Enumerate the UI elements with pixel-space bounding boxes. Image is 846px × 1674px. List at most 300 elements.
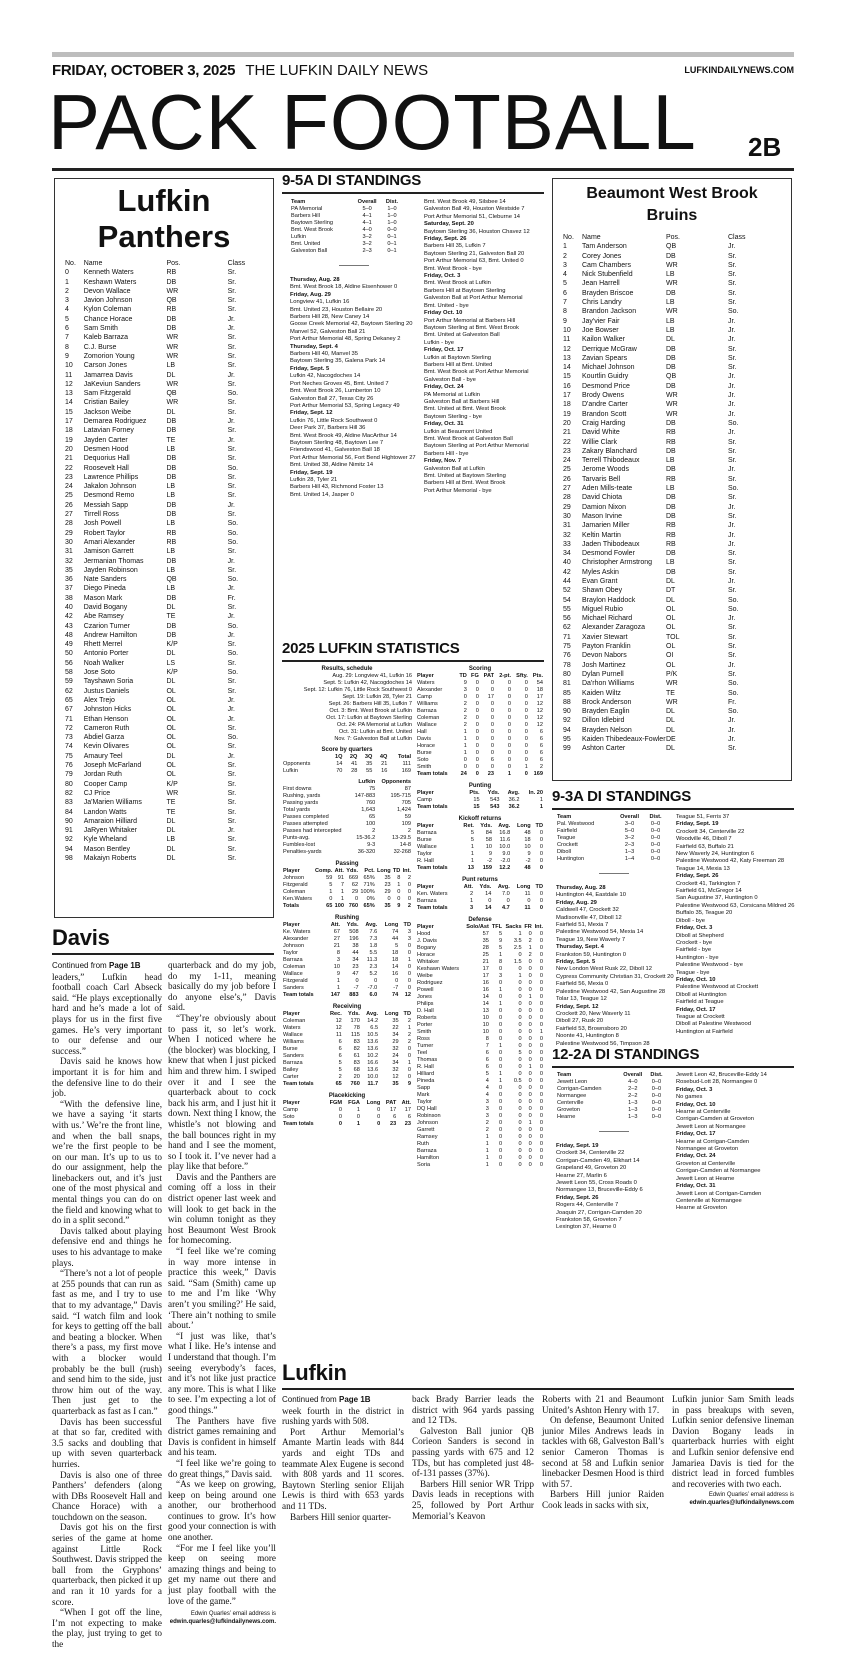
- stats-cell: 0: [507, 694, 511, 700]
- stats-cell: 0: [490, 715, 495, 721]
- stats-total-cell: Team totals: [283, 1121, 314, 1127]
- roster-cell: DL: [166, 827, 176, 835]
- roster-cell: 98: [65, 855, 73, 862]
- roster-cell: 1: [65, 278, 69, 286]
- roster-cell: DB: [666, 447, 676, 455]
- roster-row: [563, 447, 785, 456]
- schedule-game: Palestine Westwood at Crockett: [676, 984, 759, 991]
- stats-cell: 0: [475, 715, 479, 721]
- stats-cell: 8: [336, 950, 341, 956]
- stats-cell: 1: [528, 945, 532, 951]
- stats-cell: 7: [340, 882, 344, 888]
- standings-cell: 4–0: [362, 227, 372, 233]
- stats-cell: 0: [507, 722, 511, 728]
- stats-cell: 34: [352, 957, 359, 963]
- roster-cell: CJ Price: [83, 789, 111, 797]
- roster-cell: Christopher Armstrong: [582, 559, 653, 567]
- roster-cell: Craig Harding: [582, 419, 626, 427]
- stats-cell: 35: [482, 938, 489, 944]
- stats-cell: 0: [539, 1008, 543, 1014]
- roster-cell: Sr.: [227, 762, 237, 770]
- schedule-game: Teague 14, Mexia 13: [676, 865, 730, 872]
- stats-cell: 0: [539, 987, 543, 993]
- stats-cell: 48: [524, 830, 531, 836]
- stats-header-cell: Yds.: [348, 1011, 360, 1017]
- schedule-game: Galveston Ball 49, Houston Westside 7: [424, 206, 525, 213]
- stats-header-cell: 4Q: [379, 754, 388, 760]
- stats-cell: Coleman: [283, 889, 306, 895]
- stats-row: [282, 835, 412, 842]
- roster-cell: RB: [166, 538, 177, 546]
- stats-total-cell: 0: [377, 1121, 381, 1127]
- schedule-game: Buffalo 35, Teague 20: [676, 910, 733, 917]
- stats-cell: 0: [498, 994, 503, 1000]
- stats-cell: 0: [498, 1085, 503, 1091]
- davis-cont-page[interactable]: Page 1B: [109, 961, 141, 970]
- roster-cell: WR: [666, 698, 678, 706]
- roster-cell: 43: [65, 622, 73, 630]
- roster-cell: TE: [166, 436, 176, 444]
- stats-row: [282, 1053, 412, 1060]
- stats-cell: Rodriguez: [417, 980, 443, 986]
- standings-cell: 3–2: [362, 241, 372, 247]
- stats-cell: 0: [528, 931, 532, 937]
- roster-cell: Brandon Jackson: [582, 308, 637, 316]
- stats-team-block: [282, 779, 412, 856]
- standings-cell: 0–1: [387, 241, 397, 247]
- story-paragraph: Davis said he knows how important it is for him and the defensive line to do their job.: [52, 1056, 162, 1099]
- standings-5a-table: [290, 199, 402, 255]
- stats-cell: 0: [528, 1015, 532, 1021]
- roster-cell: Sam Smith: [83, 325, 118, 333]
- roster-row: [65, 687, 267, 696]
- stats-cell: 27: [333, 936, 341, 942]
- schedule-game: Frankston 59, Huntington 0: [556, 951, 626, 958]
- stats-cell: 0: [518, 1057, 522, 1063]
- stats-cell: 0: [518, 1085, 522, 1091]
- roster-row: [65, 603, 267, 612]
- roster-row: [563, 475, 785, 484]
- stats-header-cell: Comp.: [315, 868, 333, 874]
- roster-row: [563, 521, 785, 530]
- roster-cell: RB: [166, 529, 177, 537]
- roster-cell: 14: [65, 399, 73, 407]
- stats-cell: 0: [528, 1043, 532, 1049]
- stats-row: [416, 1113, 544, 1120]
- stats-header-cell: FGM: [329, 1100, 343, 1106]
- roster-row: [563, 354, 785, 363]
- stats-row: [282, 768, 412, 775]
- stats-cell: 1: [329, 889, 333, 895]
- schedule-game: Normangee at Groveton: [676, 1146, 739, 1153]
- roster-cell: Jr.: [227, 696, 235, 704]
- stats-total-cell: 11.7: [367, 1081, 379, 1087]
- stats-cell: Teel: [417, 1050, 428, 1056]
- roster-cell: Desmen Hood: [83, 445, 129, 453]
- stats-cell: 0: [475, 687, 479, 693]
- stats-title: 2025 LUFKIN STATISTICS: [282, 640, 460, 657]
- standings-3a-table: [556, 814, 666, 863]
- roster-cell: 88: [563, 698, 571, 706]
- roster-cell: WR: [166, 287, 179, 295]
- schedule-game: Galveston Ball at Barbers Hill: [424, 398, 500, 405]
- roster-cell: Miguel Rubio: [582, 605, 623, 613]
- schedule-date: Friday, Sept. 26: [424, 236, 467, 243]
- stats-cell: 65%: [363, 875, 375, 881]
- stats-header-cell: In. 20: [528, 790, 543, 796]
- schedule-game: Galveston Ball - bye: [424, 376, 476, 383]
- roster-row: [563, 689, 785, 698]
- stats-cell: 1: [397, 882, 401, 888]
- davis-credit-line: Edwin Quarles’ email address is: [190, 1611, 276, 1618]
- roster-cell: 6: [563, 289, 567, 297]
- roster-row: [65, 761, 267, 770]
- schedule-date: Thursday, Sept. 4: [556, 944, 604, 951]
- roster-cell: RB: [666, 531, 676, 539]
- roster-cell: LB: [666, 485, 675, 493]
- stats-cell: 1: [407, 1060, 411, 1066]
- roster-cell: Jr.: [728, 243, 736, 251]
- roster-row: [65, 742, 267, 751]
- stats-cell: 3.5: [513, 938, 522, 944]
- stats-cell: 0: [498, 980, 503, 986]
- roster-cell: 52: [563, 587, 571, 595]
- standings-cell: 0–0: [651, 1093, 662, 1099]
- roster-cell: Sr.: [227, 817, 237, 825]
- roster-cell: 25: [563, 466, 571, 474]
- standings-cell: 0–1: [387, 234, 397, 240]
- stats-cell: 23: [384, 882, 391, 888]
- stats-total-cell: 0: [338, 1121, 343, 1127]
- roster-cell: RB: [166, 269, 177, 277]
- stats-cell: 12: [392, 1074, 399, 1080]
- roster-cell: Sr.: [728, 624, 737, 632]
- roster-cell: So.: [227, 520, 239, 528]
- schedule-game: Lexington 37, Hearne 0: [556, 1224, 617, 1231]
- roster-cell: Willie Clark: [582, 438, 617, 446]
- stats-cell: 100: [365, 821, 376, 827]
- roster-cell: Antonio Porter: [83, 650, 129, 658]
- standings-cell: 5–0: [624, 828, 635, 834]
- stats-left-column: [282, 665, 412, 1132]
- schedule-game: Barbers Hill - bye: [424, 450, 469, 457]
- story-paragraph: “For me I feel like you’ll keep on seeing more amazing things and being to get my name out there and just play football with the love of the game.”: [168, 1542, 276, 1606]
- roster-cell: 55: [563, 605, 571, 613]
- stats-results-caption: Results, schedule: [321, 666, 373, 672]
- stats-cell: 0: [528, 1071, 532, 1077]
- stats-cell: 34: [392, 1032, 399, 1038]
- stats-cell: 41: [351, 761, 358, 767]
- stats-cell: 2: [528, 938, 532, 944]
- stats-total-cell: 23: [404, 1121, 411, 1127]
- stats-cell: 18: [524, 837, 531, 843]
- lufkin-story-col3: [542, 1394, 664, 1510]
- stats-header-cell: 2-pt.: [499, 673, 511, 679]
- stats-cell: Barraza: [417, 1148, 437, 1154]
- stats-header-cell: Solo/Ast: [466, 924, 489, 930]
- schedule-game: Rosebud-Lott 28, Normangee 0: [676, 1079, 758, 1086]
- stats-cell: 0: [498, 1148, 503, 1154]
- roster-cell: Zavian Spears: [582, 354, 628, 362]
- stats-cell: 0: [528, 959, 532, 965]
- schedule-game: Barbers Hill at Bmt. West Brook: [424, 480, 506, 487]
- davis-story-col1: [52, 960, 162, 1649]
- schedule-date: Friday, Sept. 26: [676, 873, 719, 880]
- roster-cell: Jr.: [728, 326, 736, 334]
- stats-header-cell: Yds.: [346, 922, 359, 928]
- lufkin-cont-page[interactable]: Page 1B: [339, 1395, 371, 1404]
- roster-cell: Jr.: [227, 418, 235, 426]
- stats-cell: Barraza: [283, 957, 303, 963]
- roster-cell: 3: [65, 297, 69, 305]
- roster-cell: Sr.: [728, 475, 737, 483]
- roster-cell: 27: [563, 485, 571, 493]
- schedule-game: Corrigan-Camden 49, Elkhart 14: [556, 1157, 640, 1164]
- roster-cell: Jr.: [728, 736, 736, 744]
- roster-cell: Carson Jones: [83, 362, 127, 370]
- stats-cell: 0: [498, 966, 503, 972]
- schedule-game: Fairfield 63, Buffalo 21: [676, 843, 734, 850]
- roster-cell: 48: [65, 631, 73, 639]
- roster-cell: 65: [65, 696, 73, 704]
- roster-cell: 21: [65, 455, 73, 463]
- stats-row: [282, 929, 412, 936]
- stats-total-cell: 36.2: [508, 804, 520, 810]
- stats-cell: 0: [524, 687, 528, 693]
- roster-cell: OL: [666, 661, 676, 669]
- roster-cell: OI: [666, 652, 674, 660]
- roster-row: [563, 438, 785, 447]
- schedule-game: Teague 51, Ferris 37: [676, 814, 730, 820]
- stats-cell: 6: [338, 1046, 342, 1052]
- roster-cell: DB: [666, 512, 676, 520]
- roster-row: [65, 324, 267, 333]
- stats-header-cell: Avg.: [497, 884, 510, 890]
- roster-cell: OL: [166, 706, 176, 714]
- stats-cell: Mark: [417, 1092, 430, 1098]
- stats-cell: 669: [348, 875, 359, 881]
- roster-cell: 19: [65, 436, 73, 444]
- roster-cell: Ja'Marien Williams: [83, 799, 142, 807]
- stats-kickoff-caption: Kickoff returns: [458, 816, 502, 822]
- roster-cell: Jamarrea Davis: [83, 371, 133, 379]
- davis-credit-email[interactable]: edwin.quarles@lufkindailynews.com.: [169, 1619, 276, 1626]
- roster-row: [563, 586, 785, 595]
- roster-cell: 59: [65, 678, 73, 686]
- roster-cell: 62: [65, 687, 73, 695]
- roster-cell: RB: [666, 429, 676, 437]
- stats-cell: 0: [539, 1120, 543, 1126]
- stats-cell: Roberts: [417, 1015, 437, 1021]
- roster-cell: DB: [166, 473, 177, 481]
- roster-cell: Andrew Hamilton: [83, 631, 138, 639]
- stats-cell: 2: [407, 1018, 411, 1024]
- roster-row: [563, 289, 785, 298]
- roster-cell: LB: [666, 457, 675, 465]
- stats-cell: 0: [518, 1155, 522, 1161]
- standings-cell: Lufkin: [291, 234, 306, 240]
- lufkin-roster-list: [61, 259, 267, 863]
- schedule-game: Fairfield 61, McGregor 14: [676, 888, 742, 895]
- roster-cell: 76: [65, 762, 73, 770]
- roster-cell: Dylan Purnell: [582, 670, 624, 678]
- roster-cell: Sr.: [728, 447, 737, 455]
- stats-cell: 0: [539, 1015, 543, 1021]
- stats-cell: 17: [482, 973, 489, 979]
- roster-cell: 15: [65, 408, 73, 416]
- stats-cell: 0: [498, 1029, 503, 1035]
- standings-cell: 1–3: [628, 1107, 638, 1113]
- roster-cell: Jr.: [728, 531, 736, 539]
- stats-cell: 3: [407, 929, 411, 935]
- schedule-game: Hearne 27, Marlin 6: [556, 1172, 607, 1179]
- stats-total-cell: 23: [487, 771, 495, 777]
- roster-cell: 32: [563, 531, 571, 539]
- stats-cell: 0: [524, 722, 528, 728]
- stats-total-row: [282, 903, 412, 910]
- story-paragraph: “They’re obviously about to pass it, so let’s work. When I noticed where he (the blocker) was blocking, I knew that when I just picked him and threw him. I swiped over it and I see the quarterback about to cock back his arm, and I just hit it down. Next thing I know, the whistle’s not blowing and the ball bounces right in my hand and I see the moment, so I took it. I’ve never had a play like that before.”: [168, 1012, 276, 1172]
- stats-row: [416, 680, 544, 687]
- schedule-game: Bmt. United at Galveston Ball: [424, 332, 500, 339]
- stats-cell: 6: [393, 1114, 397, 1120]
- roster-cell: 35: [65, 566, 73, 574]
- stats-total-cell: Totals: [283, 903, 300, 909]
- stats-cell: 0: [539, 945, 543, 951]
- roster-cell: 20: [65, 445, 73, 453]
- roster-cell: DB: [166, 315, 177, 323]
- stats-header-row: [282, 1100, 412, 1107]
- stats-row: [282, 1060, 412, 1067]
- stats-cell: 0: [539, 1148, 543, 1154]
- stats-cell: Wallace: [283, 1032, 303, 1038]
- standings-cell: 1–3: [628, 1114, 638, 1120]
- roster-cell: David White: [582, 429, 620, 437]
- roster-cell: Sr.: [227, 603, 237, 611]
- roster-row: [563, 735, 785, 744]
- roster-cell: Sr.: [728, 512, 737, 520]
- stats-cell: 0: [488, 898, 492, 904]
- stats-cell: 9: [498, 938, 503, 944]
- roster-cell: DB: [666, 419, 676, 427]
- roster-cell: Michael Richard: [582, 615, 633, 623]
- stats-cell: 0: [539, 858, 543, 864]
- standings-cell: 4–1: [362, 213, 372, 219]
- stats-cell: 543: [490, 797, 500, 803]
- stats-cell: 12: [536, 708, 543, 714]
- standings-row: [556, 842, 666, 849]
- stats-receiving-caption: Receiving: [332, 1004, 362, 1010]
- stats-cell: 0: [374, 978, 378, 984]
- stats-cell: 2: [485, 1127, 489, 1133]
- schedule-game: Corrigan-Camden at Normangee: [676, 1168, 761, 1175]
- stats-cell: Camp: [417, 694, 432, 700]
- stats-row: [416, 715, 544, 722]
- stats-kickoff-table: [416, 823, 544, 872]
- stats-cell: -2.0: [500, 858, 511, 864]
- roster-row: [563, 400, 785, 409]
- lufkin-credit-email[interactable]: edwin.quarles@lufkindailynews.com: [689, 1500, 794, 1507]
- stats-total-row: [282, 992, 412, 999]
- schedule-game: Joaquin 27, Corrigan-Camden 20: [556, 1209, 642, 1216]
- stats-cell: 58: [485, 837, 493, 843]
- stats-cell: 4: [485, 1085, 489, 1091]
- roster-cell: K/P: [166, 641, 178, 649]
- roster-cell: 19: [563, 410, 571, 418]
- roster-cell: JaRyen Whitaker: [83, 827, 138, 835]
- stats-total-row: [416, 804, 544, 811]
- stats-cell: -7: [393, 985, 399, 991]
- story-paragraph: Lufkin junior Sam Smith leads in pass breakups with seven, Lufkin senior defensive lineman Davion Bogany leads in quarterback hurries with eight and Lufkin senior defensive end Jamariea Davis is tied for the district lead in forced fumbles and recoveries with two each.: [672, 1394, 794, 1489]
- lufkin-story-col2: [412, 1394, 534, 1521]
- stats-total-cell: 0: [539, 865, 543, 871]
- stats-cell: 0: [524, 680, 528, 686]
- stats-cell: 36.2: [508, 797, 520, 803]
- schedule-game: Bmt. West Brook 49, Aldine MacArthur 14: [290, 432, 397, 439]
- lufkin-roster-title: Lufkin Panthers: [97, 183, 231, 254]
- roster-cell: Sr.: [227, 278, 237, 286]
- roster-cell: David Chiota: [582, 494, 623, 502]
- stats-cell: 6.5: [370, 1025, 379, 1031]
- roster-row: [65, 296, 267, 305]
- roster-row: [65, 724, 267, 733]
- schedule-game: Bmt. United 38, Aldine Nimitz 14: [290, 462, 374, 469]
- stats-cell: -7: [353, 985, 359, 991]
- stats-cell: Ken. Waters: [417, 891, 448, 897]
- story-paragraph: Davis and the Panthers are coming off a loss in their district opener last week and will look to get back in the win column tonight as they host Beaumont West Brook for homecoming.: [168, 1171, 276, 1246]
- roster-cell: Kyle Wheland: [83, 836, 127, 844]
- stats-header-cell: TD: [403, 922, 411, 928]
- standings-cell: Bmt. United: [291, 241, 321, 247]
- stats-row: [282, 1046, 412, 1053]
- roster-cell: Alex Trejo: [83, 696, 115, 704]
- stats-cell: 169: [401, 768, 411, 774]
- stats-total-row: [416, 771, 544, 778]
- stats-row: [282, 786, 412, 793]
- roster-cell: DB: [666, 252, 676, 260]
- schedule-game: Jewett Leon at Corrigan-Camden: [676, 1190, 762, 1197]
- standings-3a-body: [556, 814, 795, 1047]
- roster-row: [563, 744, 785, 753]
- site-link[interactable]: LUFKINDAILYNEWS.COM: [684, 65, 794, 75]
- roster-cell: Nate Sanders: [83, 576, 127, 584]
- roster-cell: DE: [666, 736, 676, 744]
- schedule-game: Bmt. West Brook at Port Arthur Memorial: [424, 369, 529, 376]
- schedule-game: New Waverly 24, Huntington 6: [676, 851, 755, 858]
- roster-cell: DB: [166, 557, 177, 565]
- stats-cell: 0: [475, 736, 479, 742]
- roster-cell: OL: [166, 715, 176, 723]
- stats-cell: 1: [470, 844, 474, 850]
- stats-puntret-block: [416, 876, 544, 912]
- standings-cell: 0–0: [651, 1100, 662, 1106]
- roster-cell: 22: [563, 438, 571, 446]
- stats-row: [416, 757, 544, 764]
- stats-cell: Soria: [417, 1162, 431, 1168]
- roster-cell: So.: [227, 576, 239, 584]
- roster-cell: Jose Soto: [83, 669, 115, 677]
- roster-cell: OL: [166, 762, 176, 770]
- roster-cell: RB: [666, 522, 676, 530]
- stats-header-cell: Avg.: [365, 922, 378, 928]
- stats-cell: 0: [507, 701, 511, 707]
- roster-cell: OL: [666, 615, 676, 623]
- roster-row: [65, 278, 267, 287]
- stats-cell: Camp: [417, 797, 432, 803]
- standings-cell: 0–0: [651, 1086, 662, 1092]
- roster-cell: 20: [563, 419, 571, 427]
- roster-cell: DB: [166, 594, 177, 602]
- standings-cell: 0–0: [650, 856, 661, 862]
